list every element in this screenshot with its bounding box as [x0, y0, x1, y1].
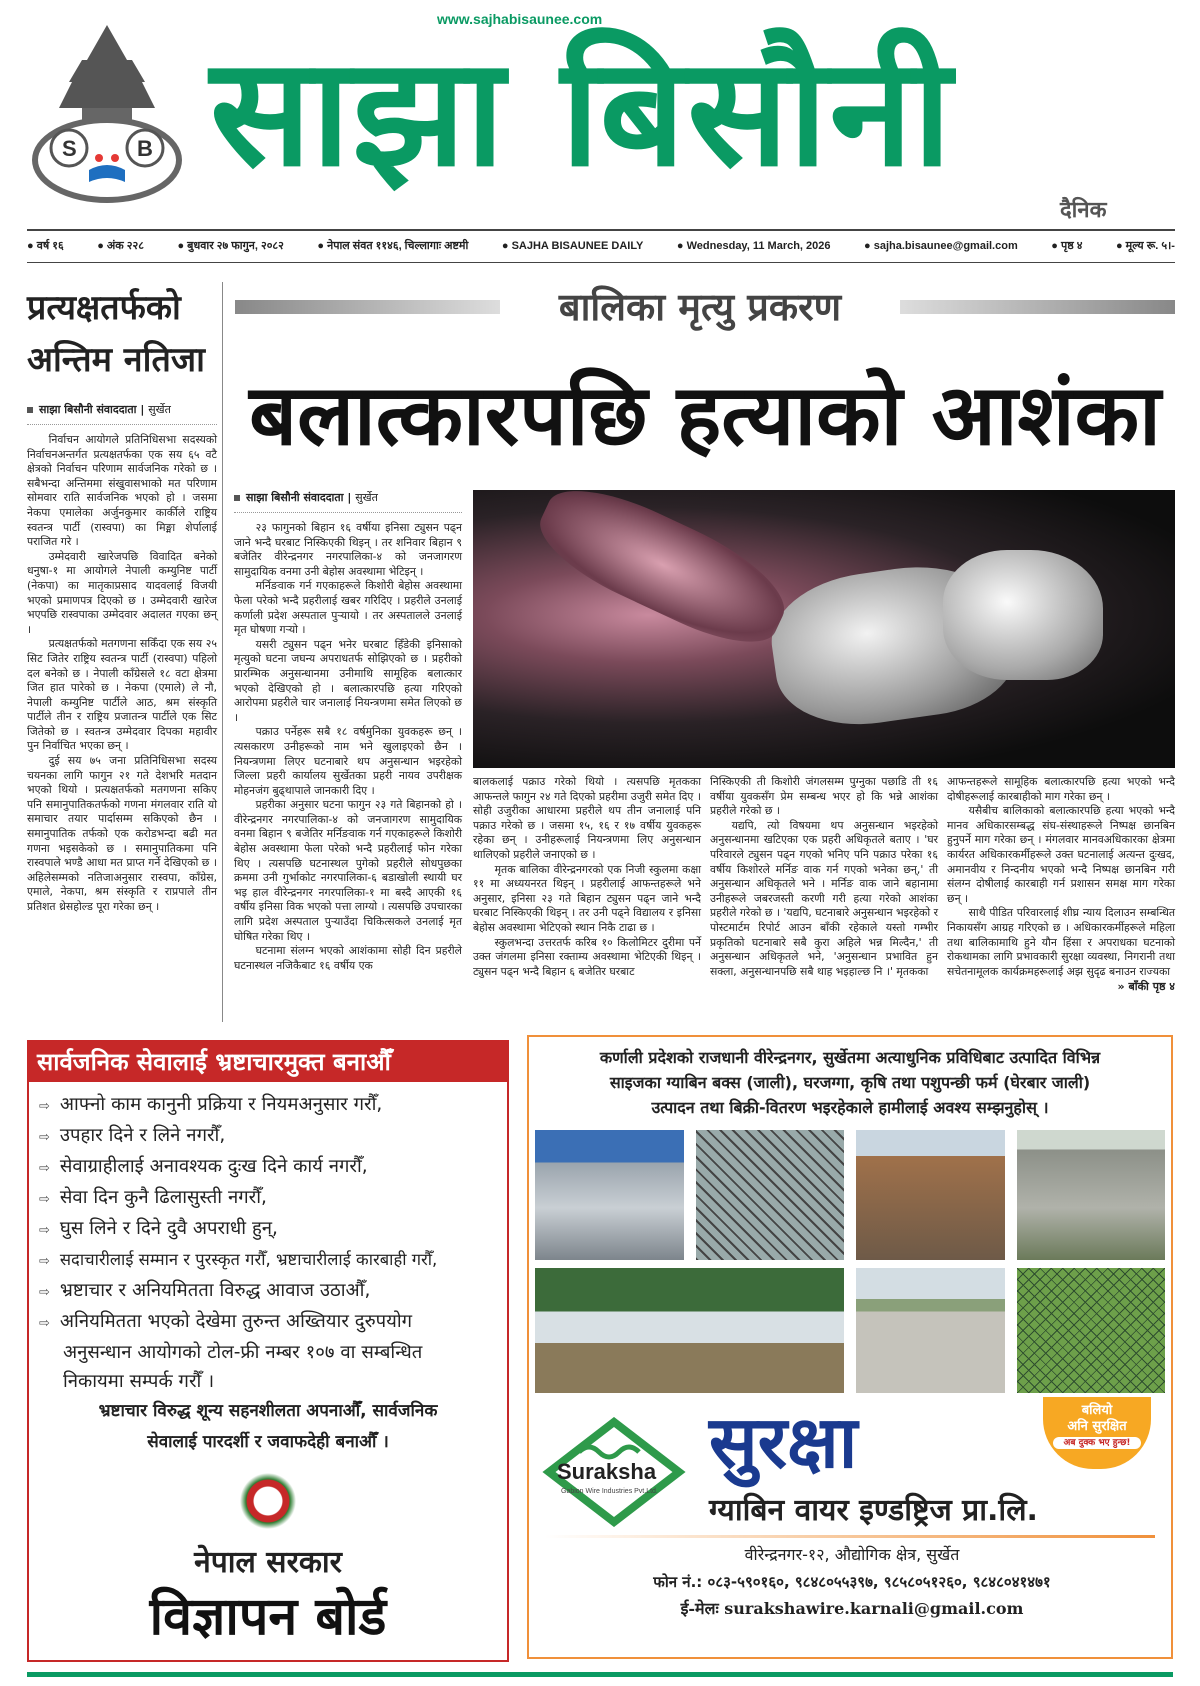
left-article [27, 282, 217, 915]
paragraph: मर्निङवाक गर्न गएकाहरूले किशोरी बेहोस अवस्थामा फेला परेको भन्दै प्रहरीलाई खबर गरिदिए । प्रहरीले उनलाई कर्णाली प्रदेश अस्पताल पुऱ्यायो । तर अस्पतालले उनलाई मृत घोषणा गऱ्यो । [234, 579, 462, 637]
divider [27, 262, 1175, 263]
product-photos [535, 1130, 1165, 1393]
ad-header: सार्वजनिक सेवालाई भ्रष्टाचारमुक्त बनाऔँ [29, 1042, 507, 1082]
ad-slogan-1: भ्रष्टाचार विरुद्ध शून्य सहनशीलता अपनाऔँ, सार्वजनिक [98, 1401, 438, 1421]
list-item: ⇨ सदाचारीलाई सम्मान र पुरस्कृत गरौँ, भ्रष्टाचारीलाई कारबाही गरौँ, [39, 1250, 438, 1269]
email[interactable]: ● sajha.bisaunee@gmail.com [864, 240, 1018, 252]
paragraph: प्रहरीका अनुसार घटना फागुन २३ गते बिहानको हो । वीरेन्द्रनगर नगरपालिका-४ को जनजागरण सामुदायिक वनमा बिहान ९ बजेतिर मर्निङवाक गर्न गएकाहरूले किशोरी बेहोस अवस्थामा फेला परेको भन्दै प्रहरीलाई फोन गरेका थिए । त्यसपछि घटनास्थल पुगेको प्रहरीले सोधपुछका क्रममा उनी गुर्भाकोट नगरपालिका-६ बडाखोली स्थायी घर भइ हाल वीरेन्द्रनगर नगरपालिका-१ मा बस्दै आएकी १६ वर्षीय इनिसा विक भएको पत्ता लाग्यो । त्यसपछि उपचारका लागि प्रदेश अस्पताल पुऱ्याउँदा चिकित्सकले उनलाई मृत घोषित गरेका थिए । [234, 798, 462, 943]
nepal-sambat: ● नेपाल संवत ११४६, चिल्लागाः अष्टमी [317, 240, 469, 252]
paragraph: बालकलाई पक्राउ गरेको थियो । त्यसपछि मृतकका आफन्तले फागुन २४ गते दिएको प्रहरीमा उजुरी समेत दिए । सोही उजुरीका आधारमा प्रहरीले थप तीन जनालाई पनि पक्राउ गरेको छ । जसमा १५, १६ र १७ वर्षीय युवकहरू रहेका छन् । उनीहरूलाई नियन्त्रणमा लिए अनुसन्धान थालिएको प्रहरीले जनाएको छ । [473, 775, 701, 861]
masthead-title: साझा बिसौनी [210, 26, 954, 200]
photo-gabion-stack [535, 1130, 684, 1260]
ad-text [529, 1037, 1171, 1120]
main-article-col2 [473, 775, 701, 979]
main-article-col4 [947, 775, 1175, 995]
arrow-icon: ⇨ [39, 1099, 50, 1114]
main-article-col1 [234, 490, 462, 973]
paragraph: प्रत्यक्षतर्फको मतगणना सकिँदा एक सय २५ सिट जितेर राष्ट्रिय स्वतन्त्र पार्टी (रास्वपा) पहिलो दल बनेको छ । नेपाली काँग्रेसले १८ वटा क्षेत्रमा जित हात पारेको छ । नेकपा (एमाले) ले नौ, नेपाली कम्युनिष्ट पार्टीले आठ, श्रम संस्कृति पार्टीले तीन र राष्ट्रिय प्रजातन्त्र पार्टीले एक सिट जितेको छ । स्वतन्त्र उम्मेदवार दिपका महावीर पुन निर्वाचित भएका छन् । [27, 637, 217, 753]
paragraph: स्कुलभन्दा उत्तरतर्फ करिब १० किलोमिटर दुरीमा पर्ने उक्त जंगलमा इनिसा रक्ताम्य अवस्थामा भेटिएकी थिइन् । ट्युसन पढ्न भन्दै बिहान ६ बजेतिर घरबाट [473, 935, 701, 978]
article-photo [473, 490, 1175, 768]
suraksha-logo [539, 1417, 689, 1527]
paragraph: पक्राउ पर्नेहरू सबै १८ वर्षमुनिका युवकहरू छन् । त्यसकारण उनीहरूको नाम भने खुलाइएको छैन । नियन्त्रणमा लिएर घटनाबारे थप अनुसन्धान भइरहेको जिल्ला प्रहरी कार्यालय सुर्खेतका प्रहरी नायव उपरीक्षक मोहनजंग बुढ्थापाले जानकारी दिए । [234, 725, 462, 797]
column-divider [222, 282, 223, 1022]
newspaper-logo [27, 20, 187, 215]
photo-wire-mesh [696, 1130, 845, 1260]
svg-text:S: S [62, 136, 77, 161]
ad-line: उत्पादन तथा बिक्री-वितरण भइरहेकाले हामीलाई अवश्य सम्झनुहोस् । [651, 1098, 1049, 1117]
masthead-daily-label: दैनिक [1060, 198, 1107, 223]
svg-text:Gabion Wire Industries Pvt.Ltd: Gabion Wire Industries Pvt.Ltd. [561, 1488, 658, 1495]
paragraph: २३ फागुनको बिहान १६ वर्षीया इनिसा ट्युसन पढ्न जाने भन्दै घरबाट निस्किएकी थिइन् । तर शनिवार बिहान ९ बजेतिर वीरेन्द्रनगर नगरपालिका-४ को जनजागरण सामुदायिक वनमा उनी बेहोस अवस्थामा भेटिइन् । [234, 521, 462, 578]
paragraph: निस्किएकी ती किशोरी जंगलसम्म पुग्नुका पछाडि ती १६ वर्षीया युवकसँग प्रेम सम्बन्ध भएर हो कि भन्ने आशंका प्रहरीले गरेको छ । [710, 775, 938, 818]
byline-author: साझा बिसौनी संवाददाता [246, 491, 344, 504]
divider [27, 229, 1175, 231]
list-item: ⇨ उपहार दिने र लिने नगरौँ, [39, 1125, 226, 1146]
bullet-square-icon [234, 495, 240, 501]
company-name: ग्याबिन वायर इण्डष्ट्रिज प्रा.लि. [709, 1493, 1038, 1528]
paragraph: साथै पीडित परिवारलाई शीघ्र न्याय दिलाउन सम्बन्धित निकायसँग आग्रह गरिएको छ । अधिकारकर्मीहरूले महिला तथा बालिकामाथि हुने यौन हिंसा र अपराधका घटनाको रोकथामका लागि प्रभावकारी सुरक्षा व्यवस्था, निगरानी तथा सचेतनामूलक कार्यक्रमहरूलाई अझ सुदृढ बनाउन राज्यका [947, 906, 1175, 978]
kicker: बालिका मृत्यु प्रकरण [558, 285, 842, 329]
website-url[interactable]: www.sajhabisaunee.com [437, 11, 603, 27]
arrow-icon: ⇨ [39, 1316, 50, 1331]
paragraph: यसैबीच बालिकाको बलात्कारपछि हत्या भएको भन्दै मानव अधिकारसम्बद्ध संघ-संस्थाहरूले निष्पक्ष छानबिन हुनुपर्ने माग गरेका छन् । मंगलवार मानवअधिकारका क्षेत्रमा कार्यरत अधिकारकर्मीहरूले उक्त घटनालाई अत्यन्त दुःखद, अमानवीय र निन्दनीय भएको भन्दै निष्पक्ष छानबिन गरी संलग्न दोषीलाई कारबाही गर्न प्रशासन समक्ष माग गरेका छन् । [947, 804, 1175, 905]
main-byline: साझा बिसौनी संवाददाता | सुर्खेत [234, 490, 462, 513]
price: ● मूल्य रू. ५।- [1115, 240, 1175, 252]
volume: ● वर्ष १६ [27, 240, 64, 252]
list-item: ⇨ भ्रष्टाचार र अनियमितता विरुद्ध आवाज उठाऔँ, [39, 1280, 371, 1301]
brand-name: सुरक्षा [709, 1400, 858, 1484]
left-article-body [27, 433, 217, 915]
byline-location: सुर्खेत [355, 491, 378, 504]
suraksha-ad [527, 1035, 1173, 1659]
paragraph: घटनामा संलग्न भएको आशंकामा सोही दिन प्रहरीले घटनास्थल नजिकैबाट १६ वर्षीय एक [234, 944, 462, 972]
arrow-icon: ⇨ [39, 1223, 50, 1238]
main-article-col3 [710, 775, 938, 979]
arrow-icon: ⇨ [39, 1161, 50, 1176]
paragraph: मृतक बालिका वीरेन्द्रनगरको एक निजी स्कुलमा कक्षा ११ मा अध्ययनरत थिइन् । प्रहरीलाई आफन्तहरूले भने अनुसार, इनिसा २३ गते बिहान ट्युसन पढ्न जाने भन्दै घरबाट निस्किएकी थिइन् । तर उनी पढ्ने विद्यालय र इनिसा बेहोस अवस्थामा भेटिएको स्थान निकै टाढा छ । [473, 862, 701, 934]
bullet-square-icon [27, 407, 33, 413]
ad-line: कर्णाली प्रदेशको राजधानी वीरेन्द्रनगर, सुर्खेतमा अत्याधुनिक प्रविधिबाट उत्पादित विभिन्न [599, 1048, 1101, 1067]
paragraph: आफन्तहरूले सामूहिक बलात्कारपछि हत्या भएको भन्दै दोषीहरूलाई कारबाहीको माग गरेका छन् । [947, 775, 1175, 803]
page-number: ● पृष्ठ ४ [1051, 240, 1083, 252]
svg-text:B: B [137, 136, 153, 161]
list-item: ⇨ सेवा दिन कुनै ढिलासुस्ती नगरौँ, [39, 1187, 267, 1208]
continued-link[interactable]: » बाँकी पृष्ठ ४ [1117, 980, 1175, 994]
byline-location: सुर्खेत [148, 403, 171, 416]
paragraph: यद्यपि, त्यो विषयमा थप अनुसन्धान भइरहेको अनुसन्धानमा खटिएका एक प्रहरी अधिकृतले बताए । 'घर परिवारले ट्युसन पढ्न गएको भनिए पनि पक्राउ परेका १६ वर्षीय किशोरले मर्निङ वाक गर्न गएको भनेका छन्,' ती अनुसन्धान अधिकृतले भने । मर्निङ वाक जाने बहानामा उनीहरूले जबरजस्ती करणी गरी हत्या गरेको आशंका प्रहरीले गरेको छ । 'यद्यपि, घटनाबारे अनुसन्धान भइरहेको र पोस्टमार्टम रिपोर्ट आउन बाँकी रहेकाले यस्तो गम्भीर प्रकृतिको घटनाबारे सबै कुरा अहिले भन्न मिल्दैन,' ती अनुसन्धान अधिकृतले भने, 'अनुसन्धान प्रभावित हुन सक्ला, अनुसन्धानपछि सबै थाह भइहाल्छ नि ।' मृतकका [710, 818, 938, 978]
arrow-icon: ⇨ [39, 1192, 50, 1207]
date-english: ● Wednesday, 11 March, 2026 [676, 240, 831, 252]
divider [545, 1535, 1155, 1538]
ad-slogan-2: सेवालाई पारदर्शी र जवाफदेही बनाऔँ । [147, 1432, 389, 1452]
main-headline: बलात्कारपछि हत्याको आशंका [249, 366, 1161, 464]
kicker-bar-right [900, 300, 1175, 314]
tagline-badge: बलियो अनि सुरक्षित अब दुक्क भए हुन्छ! [1043, 1397, 1151, 1469]
list-item: ⇨ घुस लिने र दिने दुवै अपराधी हुन्, [39, 1218, 278, 1239]
company-phone: फोन नं.: ०८३-५९०१६०, ९८४८०५५३९७, ९८५८०५१२६०, ९८४८०४१४७१ [653, 1573, 1051, 1591]
paragraph: निर्वाचन आयोगले प्रतिनिधिसभा सदस्यको निर्वाचनअन्तर्गत प्रत्यक्षतर्फका एक सय ६५ वटै क्षेत्रको निर्वाचन परिणाम सार्वजनिक गरेको छ । सबैभन्दा अन्तिममा संखुवासभाको मत परिणाम सोमवार राति सार्वजनिक भएको हो । जसमा नेकपा एमालेका अर्जुनकुमार कार्कीले राष्ट्रिय स्वतन्त्र पार्टी (रास्वपा) का मिङ्मा शेर्पालाई पराजित गरे । [27, 433, 217, 549]
paragraph: उम्मेदवारी खारेजपछि विवादित बनेको धनुषा-१ मा आयोगले नेपाली कम्युनिष्ट पार्टी (नेकपा) का मातृकाप्रसाद यादवलाई विजयी भएको प्रमाणपत्र दिएको छ । उम्मेदवारी खारेज भएपछि रास्वपाका उम्मेदवार अदालत गएका छन् । [27, 549, 217, 636]
paragraph: दुई सय ७५ जना प्रतिनिधिसभा सदस्य चयनका लागि फागुन २१ गते देशभरि मतदान भएको थियो । प्रत्यक्षतर्फको मतगणना सकिए पनि समानुपातिकतर्फको गणना मंगलवार राति यो समाचार तयार पार्दासम्म सकिएको छैन । समानुपातिक तर्फको एक करोडभन्दा बढी मत गणना भइसकेको छ । समानुपातिकमा पनि रास्वपाले भण्डै आधा मत प्राप्त गर्ने देखिएको छ । अहिलेसम्मको नतिजाअनुसार रास्वपा, काँग्रेस, एमाले, नेकपा, श्रम संस्कृति र राप्रपाले तीन प्रतिशत थ्रेसहोल्ड पूरा गरेका छन् । [27, 754, 217, 913]
list-item: ⇨ अनियमितता भएको देखेमा तुरुन्त अख्तियार दुरुपयोग [39, 1311, 413, 1332]
arrow-icon: ⇨ [39, 1130, 50, 1145]
photo-construction [856, 1268, 1005, 1393]
paper-name-en: ● SAJHA BISAUNEE DAILY [501, 240, 644, 252]
advertising-board: विज्ञापन बोर्ड [149, 1587, 387, 1647]
paragraph: यसरी ट्युसन पढ्न भनेर घरबाट हिँडेकी इनिसाको मृत्युको घटना जघन्य अपराधतर्फ सोझिएको छ । प्रहरीको प्रारम्भिक अनुसन्धानमा उनीमाथि सामूहिक बलात्कार भएको देखिएको हो । बलात्कारपछि हत्या गरिएको आरोपमा प्रहरीले चार जनालाई नियन्त्रणमा समेत लिएको छ । [234, 637, 462, 724]
list-item: ⇨ सेवाग्राहीलाई अनावश्यक दुःख दिने कार्य नगरौँ, [39, 1156, 368, 1177]
list-item: ⇨ आफ्नो काम कानुनी प्रक्रिया र नियमअनुसार गरौँ, [39, 1094, 383, 1115]
photo-gabion-river [1017, 1130, 1166, 1260]
photo-gabion-wall [856, 1130, 1005, 1260]
nepal-emblem-icon [235, 1468, 301, 1534]
nepal-government: नेपाल सरकार [194, 1545, 342, 1580]
company-address: वीरेन्द्रनगर-१२, औद्योगिक क्षेत्र, सुर्खेत [744, 1545, 960, 1564]
info-bar [27, 238, 1175, 254]
kicker-bar-left [235, 300, 500, 314]
ad-line: साइजका ग्याबिन बक्स (जाली), घरजग्गा, कृषि तथा पशुपन्छी फर्म (घेरबार जाली) [609, 1073, 1091, 1092]
company-email[interactable]: ई-मेलः surakshawire.karnali@gmail.com [680, 1599, 1024, 1618]
arrow-icon: ⇨ [39, 1254, 50, 1269]
issue: ● अंक २२८ [97, 240, 144, 252]
svg-text:Suraksha: Suraksha [557, 1459, 657, 1484]
list-item: निकायमा सम्पर्क गरौँ । [63, 1371, 215, 1392]
photo-fence [1017, 1268, 1166, 1393]
brand-block [529, 1397, 1171, 1647]
arrow-icon: ⇨ [39, 1285, 50, 1300]
ad-list [29, 1082, 507, 1396]
byline-author: साझा बिसौनी संवाददाता [39, 403, 137, 416]
left-byline: साझा बिसौनी संवाददाता | सुर्खेत [27, 402, 217, 425]
date-nepali: ● बुधवार २७ फागुन, २०८२ [177, 240, 284, 252]
list-item: अनुसन्धान आयोगको टोल-फ्री नम्बर १०७ वा सम्बन्धित [63, 1342, 423, 1363]
anti-corruption-ad [27, 1040, 509, 1662]
left-headline-line1: प्रत्यक्षतर्फको [27, 288, 181, 328]
photo-waterfall [535, 1268, 844, 1393]
left-headline-line2: अन्तिम नतिजा [27, 340, 205, 380]
